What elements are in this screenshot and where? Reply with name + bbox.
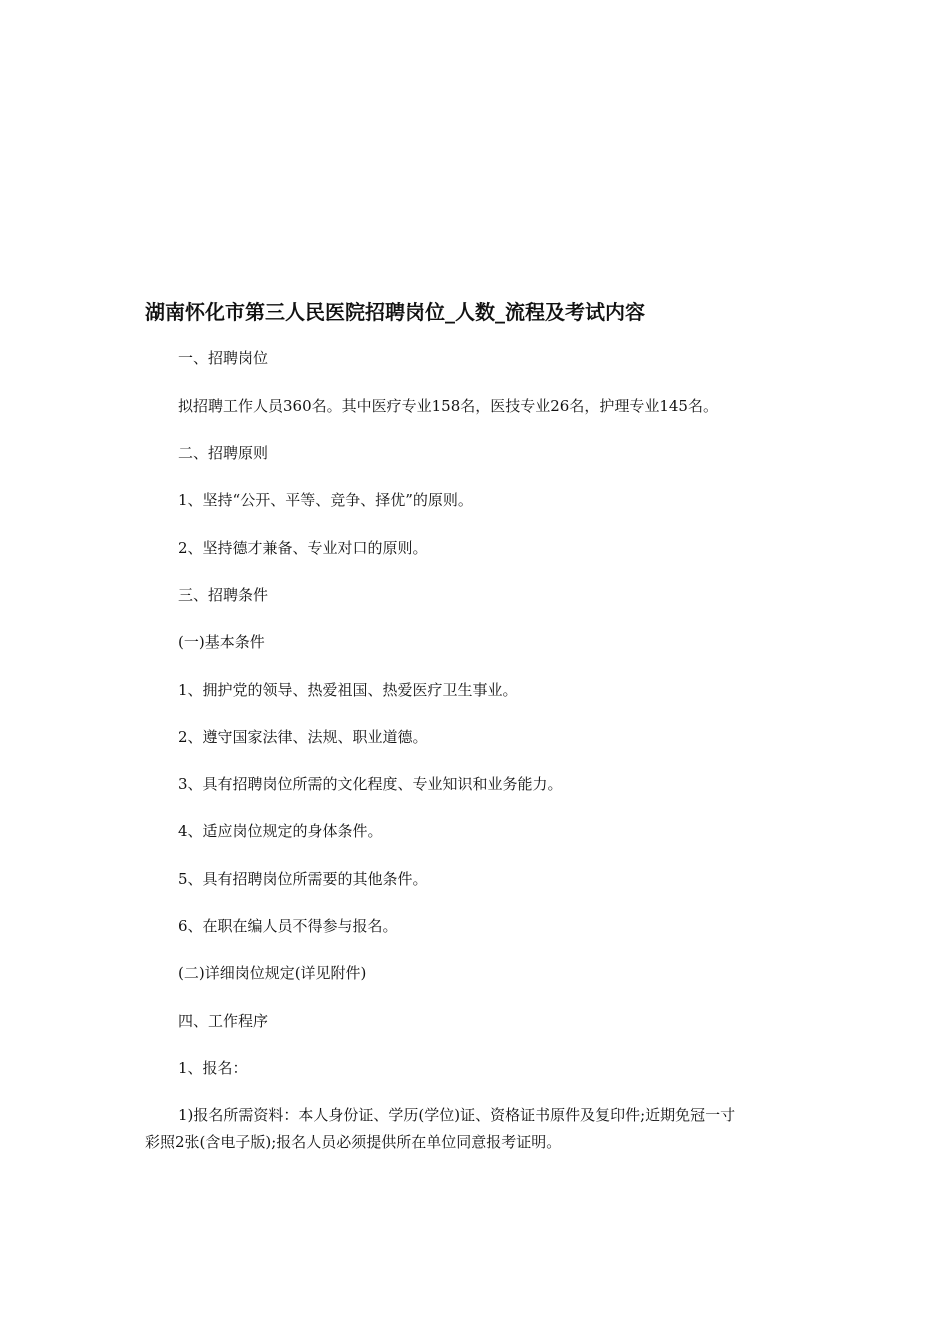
subheading-basic-conditions: (一)基本条件	[178, 633, 265, 651]
document-title: 湖南怀化市第三人民医院招聘岗位_人数_流程及考试内容	[145, 300, 645, 324]
registration-materials-paragraph	[145, 1102, 805, 1156]
section-heading-principles: 二、招聘原则	[178, 444, 269, 462]
condition-item-6: 6、在职在编人员不得参与报名。	[178, 917, 398, 935]
condition-item-4: 4、适应岗位规定的身体条件。	[178, 822, 383, 840]
condition-item-2: 2、遵守国家法律、法规、职业道德。	[178, 728, 428, 746]
subheading-position-requirements: (二)详细岗位规定(详见附件)	[178, 964, 367, 982]
section-heading-conditions: 三、招聘条件	[178, 586, 269, 604]
principle-item-1: 1、坚持“公开、平等、竞争、择优”的原则。	[178, 491, 473, 509]
registration-materials-line-2: 彩照2张(含电子版);报名人员必须提供所在单位同意报考证明。	[145, 1133, 562, 1151]
section-heading-procedure: 四、工作程序	[178, 1012, 269, 1030]
procedure-item-registration: 1、报名：	[178, 1059, 248, 1077]
condition-item-1: 1、拥护党的领导、热爱祖国、热爱医疗卫生事业。	[178, 681, 518, 699]
principle-item-2: 2、坚持德才兼备、专业对口的原则。	[178, 539, 428, 557]
condition-item-5: 5、具有招聘岗位所需要的其他条件。	[178, 870, 428, 888]
section-heading-positions: 一、招聘岗位	[178, 349, 269, 367]
positions-text: 拟招聘工作人员360名。其中医疗专业158名，医技专业26名，护理专业145名。	[178, 397, 718, 415]
registration-materials-line-1: 1)报名所需资料：本人身份证、学历(学位)证、资格证书原件及复印件;近期免冠一寸	[178, 1106, 736, 1124]
condition-item-3: 3、具有招聘岗位所需的文化程度、专业知识和业务能力。	[178, 775, 563, 793]
